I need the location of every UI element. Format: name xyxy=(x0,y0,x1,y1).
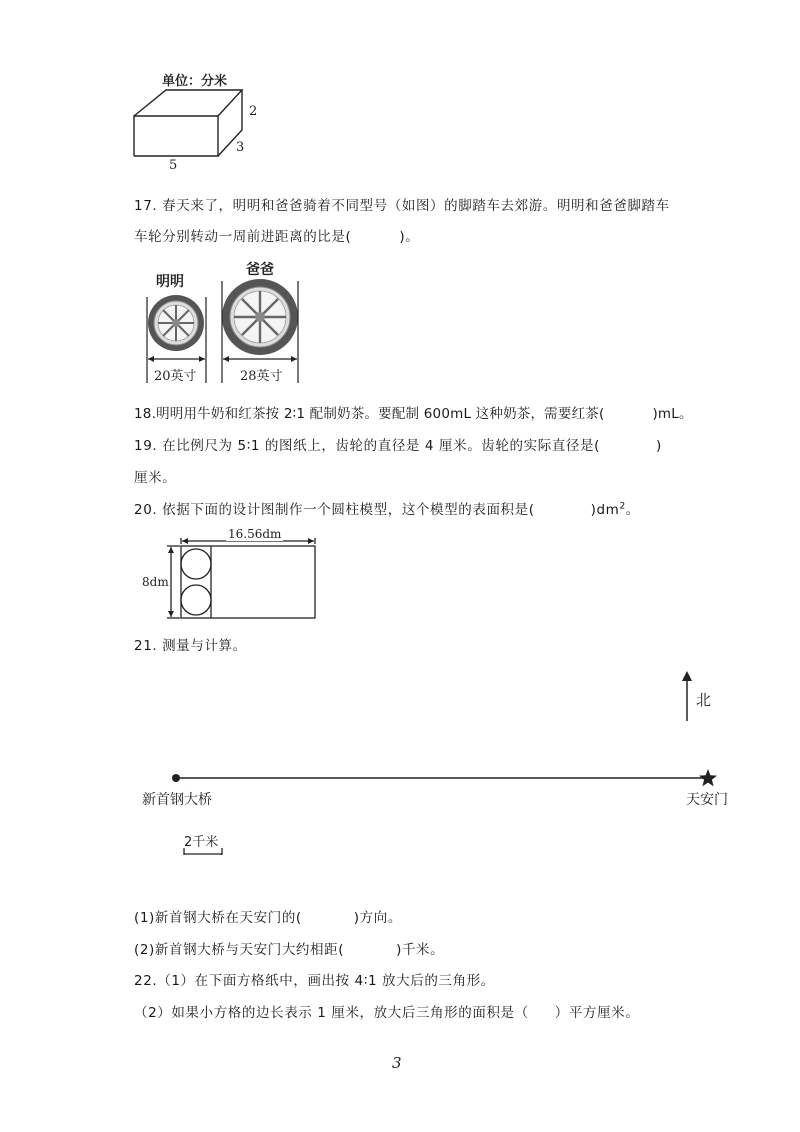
map-figure xyxy=(138,665,748,865)
dim-length: 5 xyxy=(169,158,178,173)
wheel-small-size: 20英寸 xyxy=(154,369,197,384)
wheel-big-label: 爸爸 xyxy=(246,262,274,278)
q18-line xyxy=(134,402,693,422)
q22-line2 xyxy=(134,1001,639,1021)
box-figure xyxy=(120,66,280,176)
start-label: 新首钢大桥 xyxy=(142,792,212,808)
start-dot-icon xyxy=(172,774,180,782)
wheel-small-label: 明明 xyxy=(156,274,184,290)
q18-end: )mL。 xyxy=(652,406,693,422)
wheel-big-size: 28英寸 xyxy=(240,369,283,384)
q20-end2: 。 xyxy=(625,502,640,518)
north-label: 北 xyxy=(696,691,712,709)
q21-sub2-end: )千米。 xyxy=(396,942,445,958)
q17-line1: 17. 春天来了，明明和爸爸骑着不同型号（如图）的脚踏车去郊游。明明和爸爸脚踏车 xyxy=(134,198,670,214)
q22-line1: 22.（1）在下面方格纸中，画出按 4∶1 放大后的三角形。 xyxy=(134,973,495,989)
wheel-small-icon xyxy=(148,295,204,351)
q20-end: )dm xyxy=(590,502,620,518)
end-label: 天安门 xyxy=(686,792,728,808)
scale-label: 2千米 xyxy=(184,835,219,850)
north-arrow-icon xyxy=(682,671,692,721)
q17-line2-text: 车轮分别转动一周前进距离的比是( xyxy=(134,229,352,245)
q17-line2-end: )。 xyxy=(399,229,420,245)
q22-line2-end: ）平方厘米。 xyxy=(554,1005,640,1021)
wheels-figure xyxy=(140,255,310,385)
q20-sup: 2 xyxy=(619,501,626,512)
q21-sub2 xyxy=(134,938,444,958)
wheel-big-icon xyxy=(222,279,298,355)
dim-height: 2 xyxy=(249,104,258,119)
star-icon xyxy=(699,769,717,786)
net-height-label: 8dm xyxy=(142,575,169,589)
unit-label: 单位：分米 xyxy=(162,74,228,89)
map-drawing xyxy=(138,665,748,865)
q21-sub2-text: (2)新首钢大桥与天安门大约相距( xyxy=(134,942,345,958)
q22-line2-text: （2）如果小方格的边长表示 1 厘米，放大后三角形的面积是（ xyxy=(134,1005,529,1021)
q20-line xyxy=(134,498,640,518)
dim-depth: 3 xyxy=(236,140,245,155)
cylinder-net-figure xyxy=(140,528,330,628)
q18-text: 18.明明用牛奶和红茶按 2∶1 配制奶茶。要配制 600mL 这种奶茶，需要红茶( xyxy=(134,406,605,422)
q21-sub1-text: (1)新首钢大桥在天安门的( xyxy=(134,910,302,926)
q17-line2 xyxy=(134,225,419,245)
net-width-label: 16.56dm xyxy=(228,527,282,541)
q21-sub1-end: )方向。 xyxy=(353,910,402,926)
page-number: 3 xyxy=(392,1054,402,1072)
q21-line: 21. 测量与计算。 xyxy=(134,638,247,654)
q19-line1 xyxy=(134,434,662,454)
q21-sub1 xyxy=(134,906,402,926)
q19-text: 19. 在比例尺为 5∶1 的图纸上，齿轮的直径是 4 厘米。齿轮的实际直径是( xyxy=(134,438,600,454)
cuboid-drawing xyxy=(120,66,280,176)
q20-text: 20. 依据下面的设计图制作一个圆柱模型，这个模型的表面积是( xyxy=(134,502,535,518)
q19-end: ) xyxy=(655,438,662,454)
q19-line2: 厘米。 xyxy=(134,470,177,486)
